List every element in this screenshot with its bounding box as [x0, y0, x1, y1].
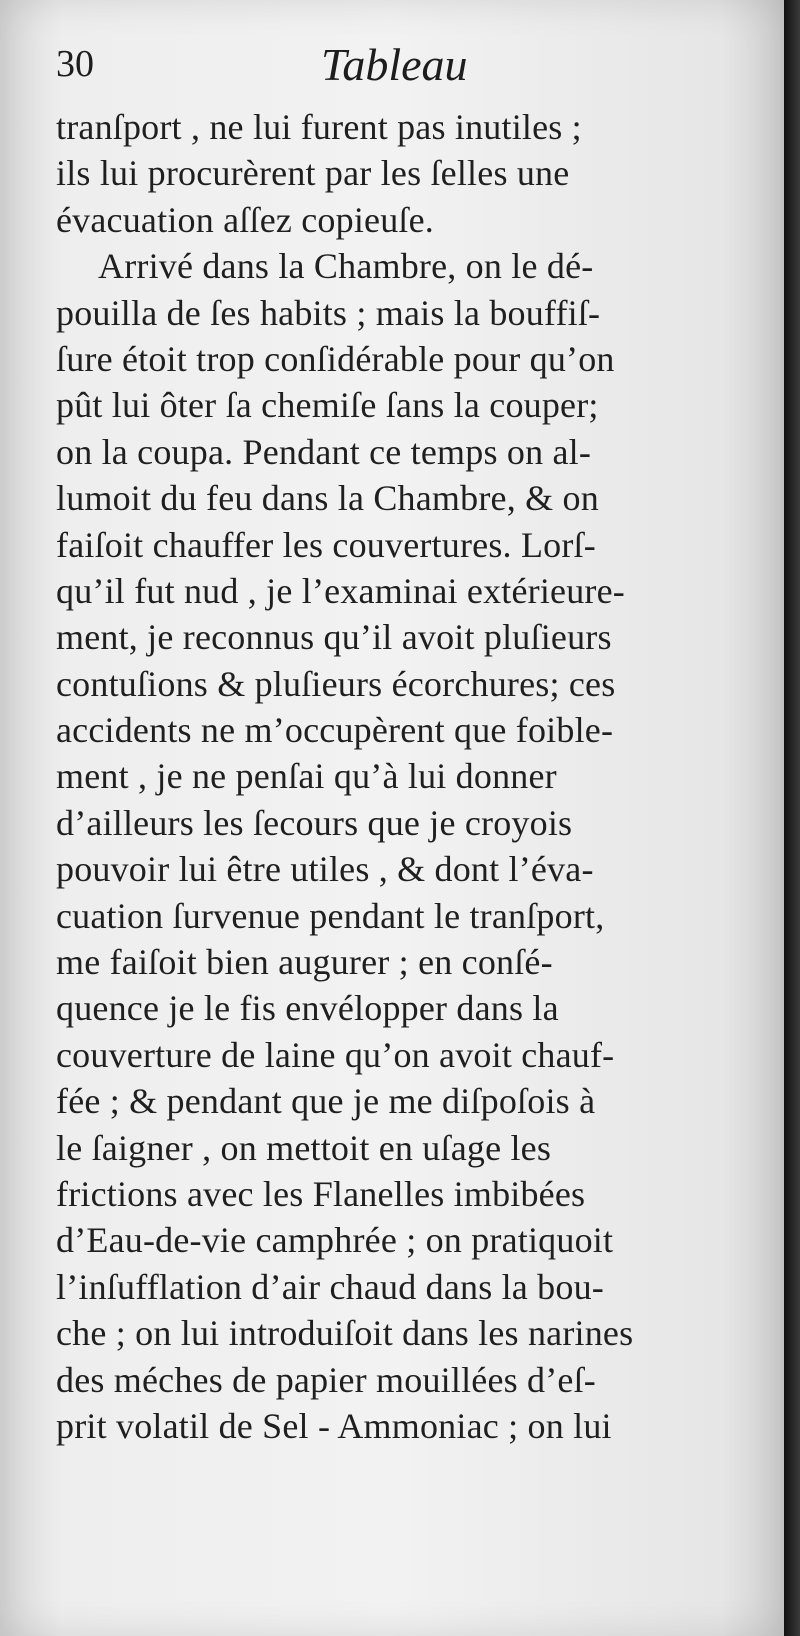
text-line: cuation ſurvenue pendant le tranſport,	[56, 895, 605, 936]
text-line: d’ailleurs les ſecours que je croyois	[56, 802, 573, 843]
text-line: tranſport , ne lui furent pas inutiles ;	[56, 107, 582, 147]
text-line: fée ; & pendant que je me diſpoſois à	[56, 1081, 596, 1122]
text-line: des méches de papier mouillées d’eſ-	[56, 1359, 596, 1400]
page-header	[56, 39, 766, 98]
text-line: che ; on lui introduiſoit dans les narines	[56, 1313, 634, 1354]
text-line: contuſions & pluſieurs écorchures; ces	[56, 663, 616, 704]
page-number: 30	[56, 43, 94, 85]
text-line: pût lui ôter ſa chemiſe ſans la couper;	[56, 385, 599, 426]
text-line: pouilla de ſes habits ; mais la bouffiſ-	[56, 292, 601, 333]
text-line: l’inſufflation d’air chaud dans la bou-	[56, 1266, 604, 1307]
text-line: accidents ne m’occupèrent que foible-	[56, 710, 614, 751]
running-title: Tableau	[321, 39, 468, 90]
text-line: qu’il fut nud , je l’examinai extérieure-	[56, 570, 625, 611]
text-line: d’Eau-de-vie camphrée ; on pratiquoit	[56, 1220, 614, 1261]
text-line: évacuation aſſez copieuſe.	[56, 199, 434, 240]
text-line: ils lui procurèrent par les ſelles une	[56, 153, 570, 194]
text-line: prit volatil de Sel - Ammoniac ; on lui	[56, 1405, 612, 1446]
text-line: ment , je ne penſai qu’à lui donner	[56, 756, 557, 797]
text-line: frictions avec les Flanelles imbibées	[56, 1173, 586, 1214]
body-text	[56, 104, 756, 1449]
text-line: faiſoit chauffer les couvertures. Lorſ-	[56, 524, 596, 565]
text-line: Arrivé dans la Chambre, on le dé-	[98, 246, 594, 287]
text-line: le ſaigner , on mettoit en uſage les	[56, 1127, 552, 1168]
text-line: me faiſoit bien augurer ; en conſé-	[56, 942, 553, 983]
text-line: on la coupa. Pendant ce temps on al-	[56, 431, 592, 472]
text-line: lumoit du feu dans la Chambre, & on	[56, 478, 599, 519]
text-line: ſure étoit trop conſidérable pour qu’on	[56, 338, 615, 379]
page-gutter-shadow	[784, 0, 800, 1636]
text-line: ment, je reconnus qu’il avoit pluſieurs	[56, 617, 612, 658]
text-line: pouvoir lui être utiles , & dont l’éva-	[56, 849, 594, 890]
text-line: quence je le fis envélopper dans la	[56, 988, 559, 1029]
text-line: couverture de laine qu’on avoit chauf-	[56, 1034, 615, 1075]
